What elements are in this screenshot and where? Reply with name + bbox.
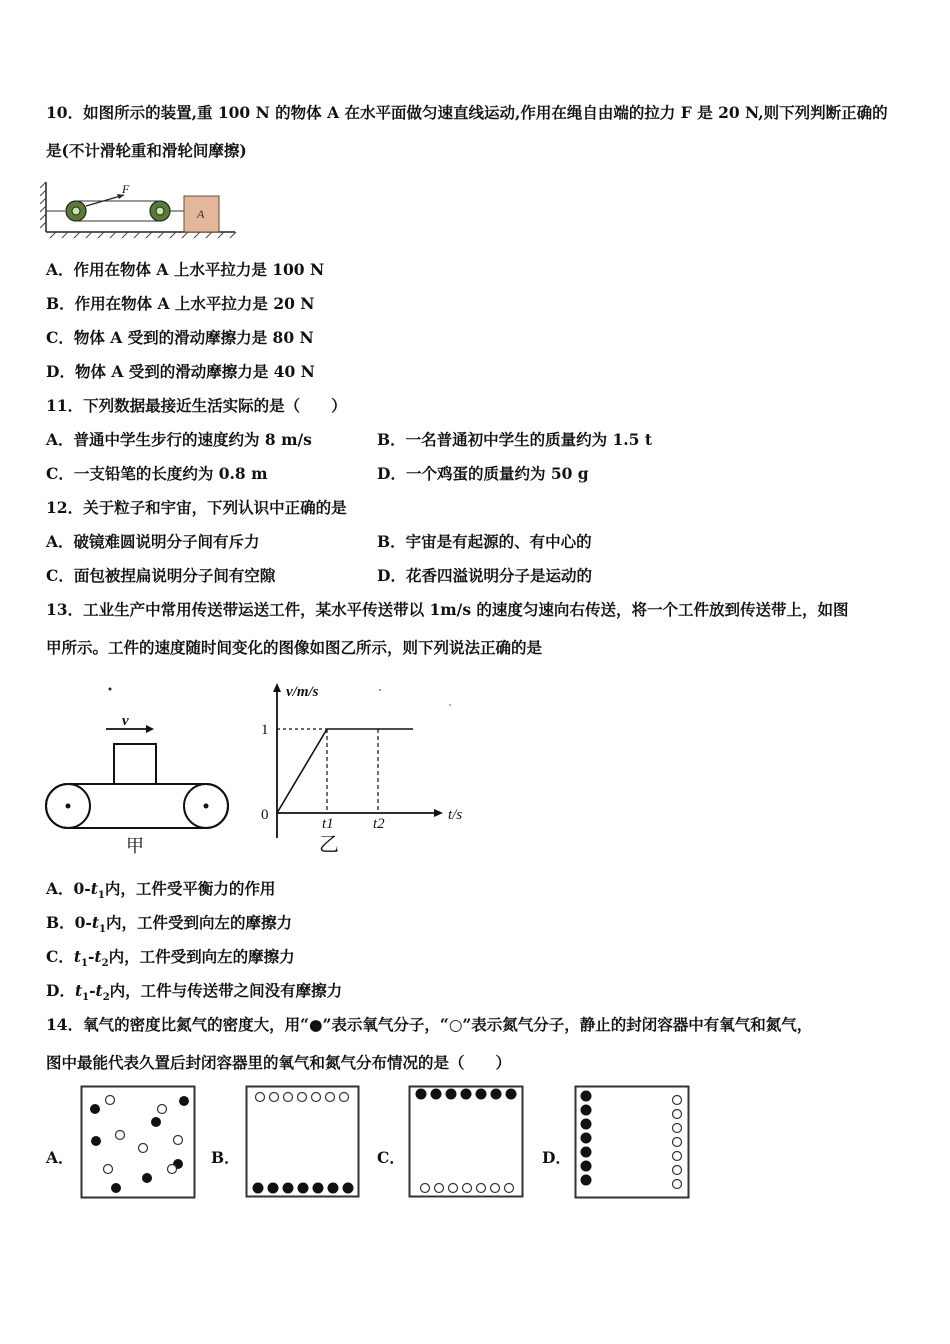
- q13-velocity-label: v: [122, 713, 129, 729]
- q13-conveyor-figure: [44, 682, 239, 857]
- q12-option-c: C．面包被捏扁说明分子间有空隙: [46, 566, 276, 585]
- q13-option-a: A．$0-t_1$内，工件受平衡力的作用: [46, 879, 276, 902]
- graph-y-axis-label: v/m/s: [286, 684, 319, 700]
- q13-stem-line1: 13．工业生产中常用传送带运送工件，某水平传送带以 1m/s 的速度匀速向右传送，将一个工件放到传送带上，如图: [46, 600, 849, 619]
- graph-tick-one: 1: [261, 722, 269, 738]
- q10-option-a: A．作用在物体 A 上水平拉力是 100 N: [46, 260, 325, 279]
- q11-option-d: D．一个鸡蛋的质量约为 50 g: [377, 464, 589, 483]
- q14-container-a: [80, 1085, 197, 1200]
- q14-label-c: C．: [377, 1148, 405, 1167]
- q10-pulley-figure: [40, 178, 240, 240]
- q10-block-label: A: [197, 207, 205, 221]
- q12-option-b: B．宇宙是有起源的、有中心的: [377, 532, 592, 551]
- q11-option-a: A．普通中学生步行的速度约为 8 m/s: [46, 430, 312, 449]
- q13-option-c: C．$t_1-t_2$内，工件受到向左的摩擦力: [46, 947, 295, 970]
- q10-force-label: F: [122, 182, 130, 196]
- q10-stem-line1: 10．如图所示的装置,重 100 N 的物体 A 在水平面做匀速直线运动,作用在绳自由端的拉力 F 是 20 N,则下列判断正确的: [46, 103, 888, 122]
- q11-option-b: B．一名普通初中学生的质量约为 1.5 t: [377, 430, 653, 449]
- q14-stem-line1: 14．氧气的密度比氮气的密度大，用“●”表示氧气分子，“○”表示氮气分子，静止的封闭容器中有氧气和氮气，: [46, 1015, 813, 1034]
- graph-x-axis-label: t/s: [448, 807, 463, 823]
- q14-container-d: [574, 1085, 691, 1200]
- q12-option-a: A．破镜难圆说明分子间有斥力: [46, 532, 260, 551]
- q13-caption-jia: 甲: [126, 836, 144, 856]
- q14-container-b: [245, 1085, 361, 1199]
- q13-caption-yi: 乙: [319, 834, 339, 856]
- q13-stem-line2: 甲所示。工件的速度随时间变化的图像如图乙所示，则下列说法正确的是: [46, 638, 543, 657]
- q12-option-d: D．花香四溢说明分子是运动的: [377, 566, 592, 585]
- q11-stem: 11．下列数据最接近生活实际的是（ ）: [46, 396, 347, 415]
- q13-option-d: D．$t_1-t_2$内，工件与传送带之间没有摩擦力: [46, 981, 343, 1004]
- graph-tick-zero: 0: [261, 807, 269, 823]
- q10-stem-line2: 是(不计滑轮重和滑轮间摩擦): [46, 141, 247, 160]
- q14-label-a: A．: [46, 1148, 74, 1167]
- q14-container-c: [408, 1085, 525, 1199]
- q14-label-d: D．: [542, 1148, 571, 1167]
- q14-stem-line2: 图中最能代表久置后封闭容器里的氧气和氮气分布情况的是（ ）: [46, 1053, 512, 1072]
- q10-option-d: D．物体 A 受到的滑动摩擦力是 40 N: [46, 362, 315, 381]
- q11-option-c: C．一支铅笔的长度约为 0.8 m: [46, 464, 268, 483]
- q13-velocity-graph: [255, 680, 470, 858]
- q10-option-c: C．物体 A 受到的滑动摩擦力是 80 N: [46, 328, 314, 347]
- q13-option-b: B．$0-t_1$内，工件受到向左的摩擦力: [46, 913, 292, 936]
- graph-tick-t1: t1: [322, 816, 334, 832]
- q14-label-b: B．: [211, 1148, 240, 1167]
- q12-stem: 12．关于粒子和宇宙，下列认识中正确的是: [46, 498, 347, 517]
- q10-option-b: B．作用在物体 A 上水平拉力是 20 N: [46, 294, 315, 313]
- graph-tick-t2: t2: [373, 816, 385, 832]
